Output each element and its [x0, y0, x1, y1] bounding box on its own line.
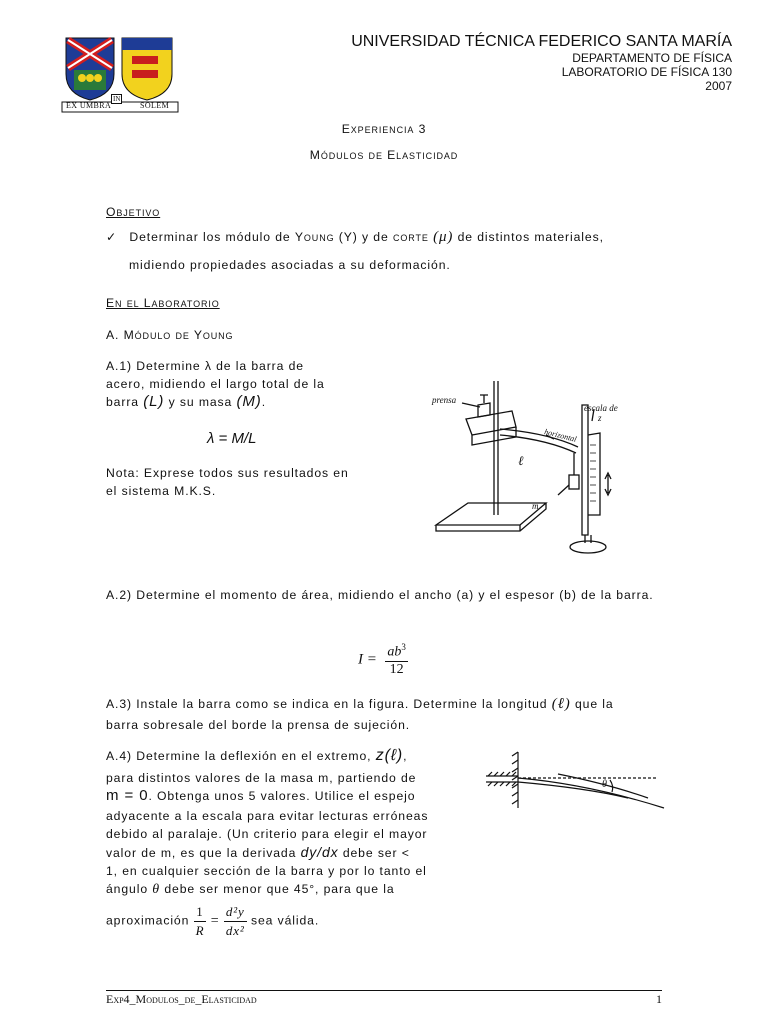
- subsection-a: [106, 326, 233, 344]
- objective-heading: Objetivo: [106, 205, 161, 219]
- objective-text-c: de distintos materiales,: [453, 230, 604, 244]
- university-logo: [60, 34, 180, 116]
- label-ell: ℓ: [518, 453, 524, 468]
- a4-frac2-den: dx²: [225, 923, 245, 938]
- label-escala-z: z: [598, 413, 602, 423]
- motto-mid: IN: [113, 95, 121, 103]
- a2-lhs: I =: [358, 651, 377, 668]
- a1-line2: acero, midiendo el largo total de la: [106, 377, 325, 391]
- young-word: Young: [294, 230, 335, 244]
- footer-filename: Exp4_Modulos_de_Elasticidad: [106, 992, 257, 1006]
- a1-formula: λ = M/L: [207, 430, 257, 447]
- a4-l8-a: ángulo: [106, 882, 153, 896]
- objective-item: [106, 228, 662, 246]
- a3-line1: [106, 695, 666, 713]
- subsection-a-prefix: A. Módulo de: [106, 328, 194, 342]
- deflection-diagram: [478, 748, 668, 820]
- a4-l6-b: debe ser <: [338, 846, 410, 860]
- a1-line3: [106, 393, 362, 411]
- a4-frac2: [224, 903, 247, 940]
- year: 2007: [705, 79, 732, 93]
- a4-frac1-num: 1: [194, 903, 207, 922]
- a4-theta: θ: [152, 882, 161, 897]
- a1-nota: [106, 464, 366, 500]
- lab-name: LABORATORIO DE FÍSICA 130: [561, 65, 732, 79]
- a2-text: A.2) Determine el momento de área, midiendo el ancho (a) y el espesor (b) de la barra.: [106, 588, 654, 602]
- a4-l3-b: . Obtenga unos 5 valores. Utilice el espejo: [148, 789, 416, 803]
- a4-l1-a: A.4) Determine la deflexión en el extremo,: [106, 749, 376, 763]
- a1-nota-line1: Nota: Exprese todos sus resultados en: [106, 466, 349, 480]
- a4-line8: [106, 880, 446, 899]
- label-horizontal: horizontal: [543, 427, 578, 444]
- label-prensa: prensa: [432, 395, 457, 405]
- page-number: 1: [656, 992, 662, 1006]
- a2-denominator: 12: [389, 661, 404, 677]
- mu-symbol: (μ): [433, 229, 454, 245]
- a4-z: z(ℓ): [375, 747, 404, 764]
- header-block: [312, 32, 732, 93]
- a4-line5: debido al paralaje. (Un criterio para elegir el mayor: [106, 827, 428, 841]
- a4-dydx: dy/dx: [300, 844, 339, 860]
- deflection-figure: [478, 748, 668, 820]
- a1-block: [106, 357, 362, 411]
- a1-line3-c: .: [261, 395, 266, 409]
- label-m: m: [532, 501, 539, 511]
- a2-formula: [358, 642, 408, 678]
- a4-line6: [106, 843, 446, 862]
- a4-frac2-num: d²y: [224, 903, 247, 922]
- a4-line3: [106, 787, 446, 807]
- motto-right: SOLEM: [140, 101, 170, 110]
- subsection-a-name: Young: [193, 328, 234, 342]
- a4-line7: 1, en cualquier sección de la barra y por lo tanto el: [106, 864, 427, 878]
- objective-text-a: Determinar los módulo de: [129, 230, 295, 244]
- a1-nota-line2: el sistema M.K.S.: [106, 484, 217, 498]
- a4-l9-a: aproximación: [106, 913, 194, 928]
- a3-ell: (ℓ): [551, 696, 571, 712]
- a4-line9: [106, 903, 446, 940]
- label-escala: escala de: [584, 403, 618, 413]
- a1-M: (M): [236, 393, 262, 410]
- objective-text-b: (Y) y de: [334, 230, 393, 244]
- a4-equals: =: [210, 913, 220, 929]
- a1-line3-a: barra: [106, 395, 144, 409]
- experiment-number: Experiencia 3: [341, 122, 427, 136]
- check-icon: ✓: [106, 230, 118, 244]
- a1-L: (L): [143, 393, 165, 410]
- objective-line2: midiendo propiedades asociadas a su deformación.: [129, 258, 451, 272]
- a1-line3-b: y su masa: [164, 395, 237, 409]
- university-name: UNIVERSIDAD TÉCNICA FEDERICO SANTA MARÍA: [351, 33, 732, 50]
- corte-word: corte: [392, 230, 429, 244]
- a4-block: [106, 747, 446, 940]
- a3-text-a: A.3) Instale la barra como se indica en la figura. Determine la longitud: [106, 697, 552, 711]
- a4-l1-b: ,: [403, 749, 408, 763]
- a4-frac1: [194, 903, 207, 940]
- a2-exponent: 3: [401, 642, 406, 652]
- a4-l8-b: debe ser menor que 45°, para que la: [160, 882, 395, 896]
- a3-line2: barra sobresale del borde la prensa de sujeción.: [106, 718, 411, 732]
- motto-left: EX UMBRA: [66, 101, 112, 110]
- apparatus-figure: [428, 375, 638, 567]
- footer-rule: [106, 990, 662, 991]
- experiment-title: Módulos de Elasticidad: [309, 148, 459, 162]
- a4-m-zero: m = 0: [106, 787, 149, 804]
- section-heading: En el Laboratorio: [106, 296, 220, 310]
- a3-text-b: que la: [570, 697, 614, 711]
- a4-l6-a: valor de m, es que la derivada: [106, 846, 301, 860]
- a2-numerator: ab: [387, 644, 402, 660]
- a2-fraction: [385, 642, 408, 678]
- a4-line4: adyacente a la escala para evitar lecturas erróneas: [106, 809, 429, 823]
- department-name: DEPARTAMENTO DE FÍSICA: [572, 51, 732, 65]
- fig2-theta: θ: [602, 779, 607, 790]
- a1-line1: A.1) Determine λ de la barra de: [106, 359, 304, 373]
- a4-line2: para distintos valores de la masa m, partiendo de: [106, 771, 417, 785]
- a4-line1: [106, 747, 446, 769]
- a4-l9-b: sea válida.: [250, 913, 320, 928]
- a4-frac1-den: R: [195, 923, 205, 938]
